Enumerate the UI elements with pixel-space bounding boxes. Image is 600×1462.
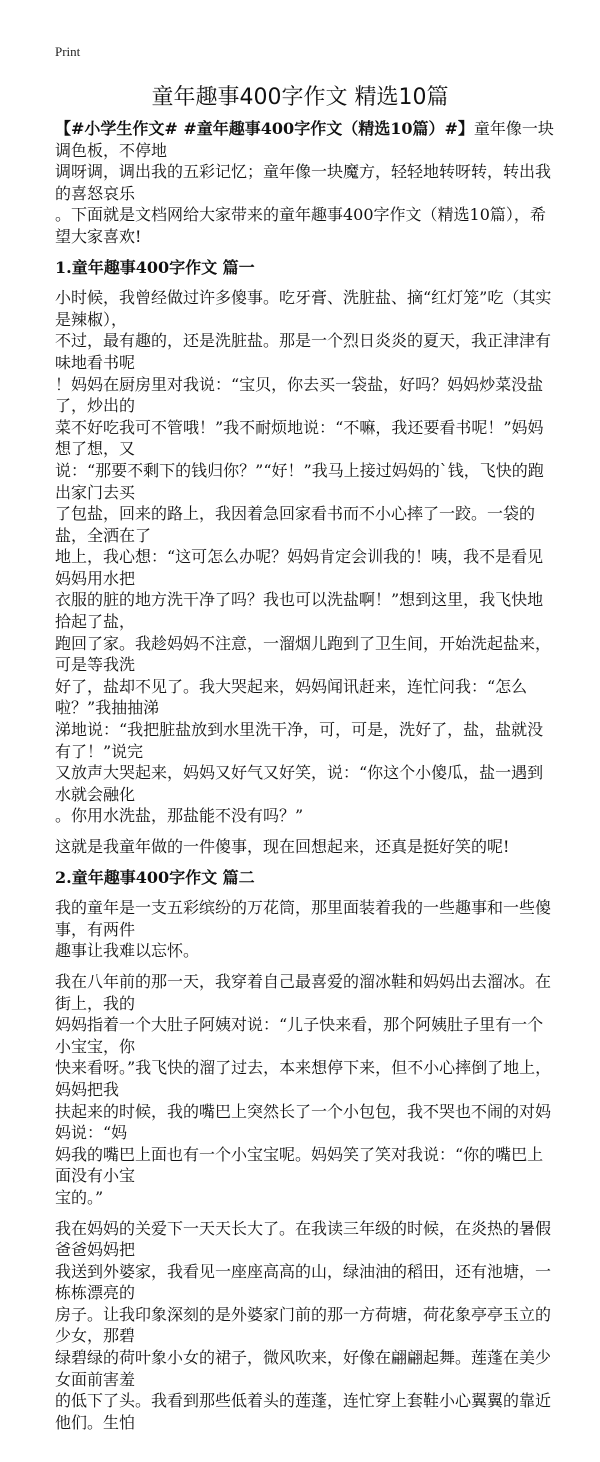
paragraph-line: 绿碧绿的荷叶象小女的裙子，微风吹来，好像在翩翩起舞。莲蓬在美少女面前害羞 bbox=[55, 1348, 552, 1389]
document-title: 童年趣事400字作文 精选10篇 bbox=[151, 85, 449, 110]
intro-line-3: 。下面就是文档网给大家带来的童年趣事400字作文（精选10篇），希望大家喜欢! bbox=[55, 205, 546, 246]
paragraph-line: 我送到外婆家，我看见一座座高高的山，绿油油的稻田，还有池塘，一栋栋漂亮的 bbox=[55, 1261, 552, 1303]
section-2-heading bbox=[55, 867, 555, 889]
intro-paragraph bbox=[55, 118, 555, 248]
print-label[interactable]: Print bbox=[55, 44, 81, 59]
intro-line-2: 调呀调，调出我的五彩记忆；童年像一块魔方，轻轻地转呀转，转出我的喜怒哀乐 bbox=[55, 162, 552, 203]
paragraph-line: 快来看呀。”我飞快的溜了过去，本来想停下来，但不小心摔倒了地上，妈妈把我 bbox=[55, 1058, 552, 1099]
paragraph-line: 我在妈妈的关爱下一天天长大了。在我读三年级的时候，在炎热的暑假爸爸妈妈把 bbox=[55, 1218, 552, 1260]
paragraph-line: 涕地说：“我把脏盐放到水里洗干净，可，可是，洗好了，盐，盐就没有了！”说完 bbox=[55, 720, 544, 761]
section-1-paragraph-1 bbox=[55, 287, 555, 827]
paragraph-line: 。你用水洗盐，那盐能不没有吗？” bbox=[55, 806, 304, 826]
paragraph-line: 好了，盐却不见了。我大哭起来，妈妈闻讯赶来，连忙问我：“怎么啦？”我抽抽涕 bbox=[55, 676, 528, 718]
section-2-paragraph-1 bbox=[55, 897, 555, 962]
paragraph-line: 跑回了家。我趁妈妈不注意，一溜烟儿跑到了卫生间，开始洗起盐来，可是等我洗 bbox=[55, 633, 552, 675]
paragraph-line: 的低下了头。我看到那些低着头的莲蓬，连忙穿上套鞋小心翼翼的靠近他们。生怕 bbox=[55, 1391, 552, 1432]
paragraph-line: ！妈妈在厨房里对我说：“宝贝，你去买一袋盐，好吗？妈妈炒菜没盐了，炒出的 bbox=[55, 374, 544, 416]
intro-tag: 【#小学生作文# #童年趣事400字作文（精选10篇）#】 bbox=[55, 119, 474, 138]
paragraph-line: 这就是我童年做的一件傻事，现在回想起来，还真是挺好笑的呢! bbox=[55, 837, 510, 856]
section-2-paragraph-3 bbox=[55, 1218, 555, 1434]
paragraph-line: 衣服的脏的地方洗干净了吗？我也可以洗盐啊！”想到这里，我飞快地拾起了盐， bbox=[55, 590, 544, 632]
section-heading: 2.童年趣事400字作文 篇二 bbox=[55, 867, 255, 887]
paragraph-line: 菜不好吃我可不管哦！”我不耐烦地说：“不嘛，我还要看书呢！”妈妈想了想，又 bbox=[55, 417, 544, 459]
paragraph-line: 扶起来的时候，我的嘴巴上突然长了一个小包包，我不哭也不闹的对妈妈说：“妈 bbox=[55, 1101, 552, 1143]
paragraph-line: 宝的。” bbox=[55, 1187, 104, 1207]
paragraph-line: 趣事让我难以忘怀。 bbox=[55, 941, 200, 961]
paragraph-line: 妈妈指着一个大肚子阿姨对说：“儿子快来看，那个阿姨肚子里有一个小宝宝，你 bbox=[55, 1015, 544, 1056]
intro-line-1 bbox=[55, 118, 555, 161]
paragraph-line: 小时候，我曾经做过许多傻事。吃牙膏、洗脏盐、摘“红灯笼”吃（其实是辣椒）， bbox=[55, 288, 552, 329]
section-heading: 1.童年趣事400字作文 篇一 bbox=[55, 257, 255, 277]
paragraph-line: 房子。让我印象深刻的是外婆家门前的那一方荷塘，荷花象亭亭玉立的少女，那碧 bbox=[55, 1304, 552, 1346]
section-2-paragraph-2 bbox=[55, 971, 555, 1209]
paragraph-line: 我的童年是一支五彩缤纷的万花筒，那里面装着我的一些趣事和一些傻事，有两件 bbox=[55, 898, 552, 939]
paragraph-line: 地上，我心想：“这可怎么办呢？妈妈肯定会训我的！咦，我不是看见妈妈用水把 bbox=[55, 547, 544, 588]
section-1-paragraph-2 bbox=[55, 836, 555, 858]
section-1-heading bbox=[55, 257, 555, 279]
paragraph-line: 我在八年前的那一天，我穿着自己最喜爱的溜冰鞋和妈妈出去溜冰。在街上，我的 bbox=[55, 971, 552, 1013]
paragraph-line: 了包盐，回来的路上，我因着急回家看书而不小心摔了一跤。一袋的盐，全洒在了 bbox=[55, 504, 536, 545]
paragraph-line: 又放声大哭起来，妈妈又好气又好笑，说：“你这个小傻瓜，盐一遇到水就会融化 bbox=[55, 763, 544, 804]
paragraph-line: 说：“那要不剩下的钱归你？”“好！”我马上接过妈妈的`钱，飞快的跑出家门去买 bbox=[55, 460, 544, 502]
paragraph-line: 妈我的嘴巴上面也有一个小宝宝呢。妈妈笑了笑对我说：“你的嘴巴上面没有小宝 bbox=[55, 1144, 544, 1186]
paragraph-line: 不过，最有趣的，还是洗脏盐。那是一个烈日炎炎的夏天，我正津津有味地看书呢 bbox=[55, 331, 552, 372]
intro-text: 童年像一块调色板，不停地 bbox=[55, 119, 554, 160]
